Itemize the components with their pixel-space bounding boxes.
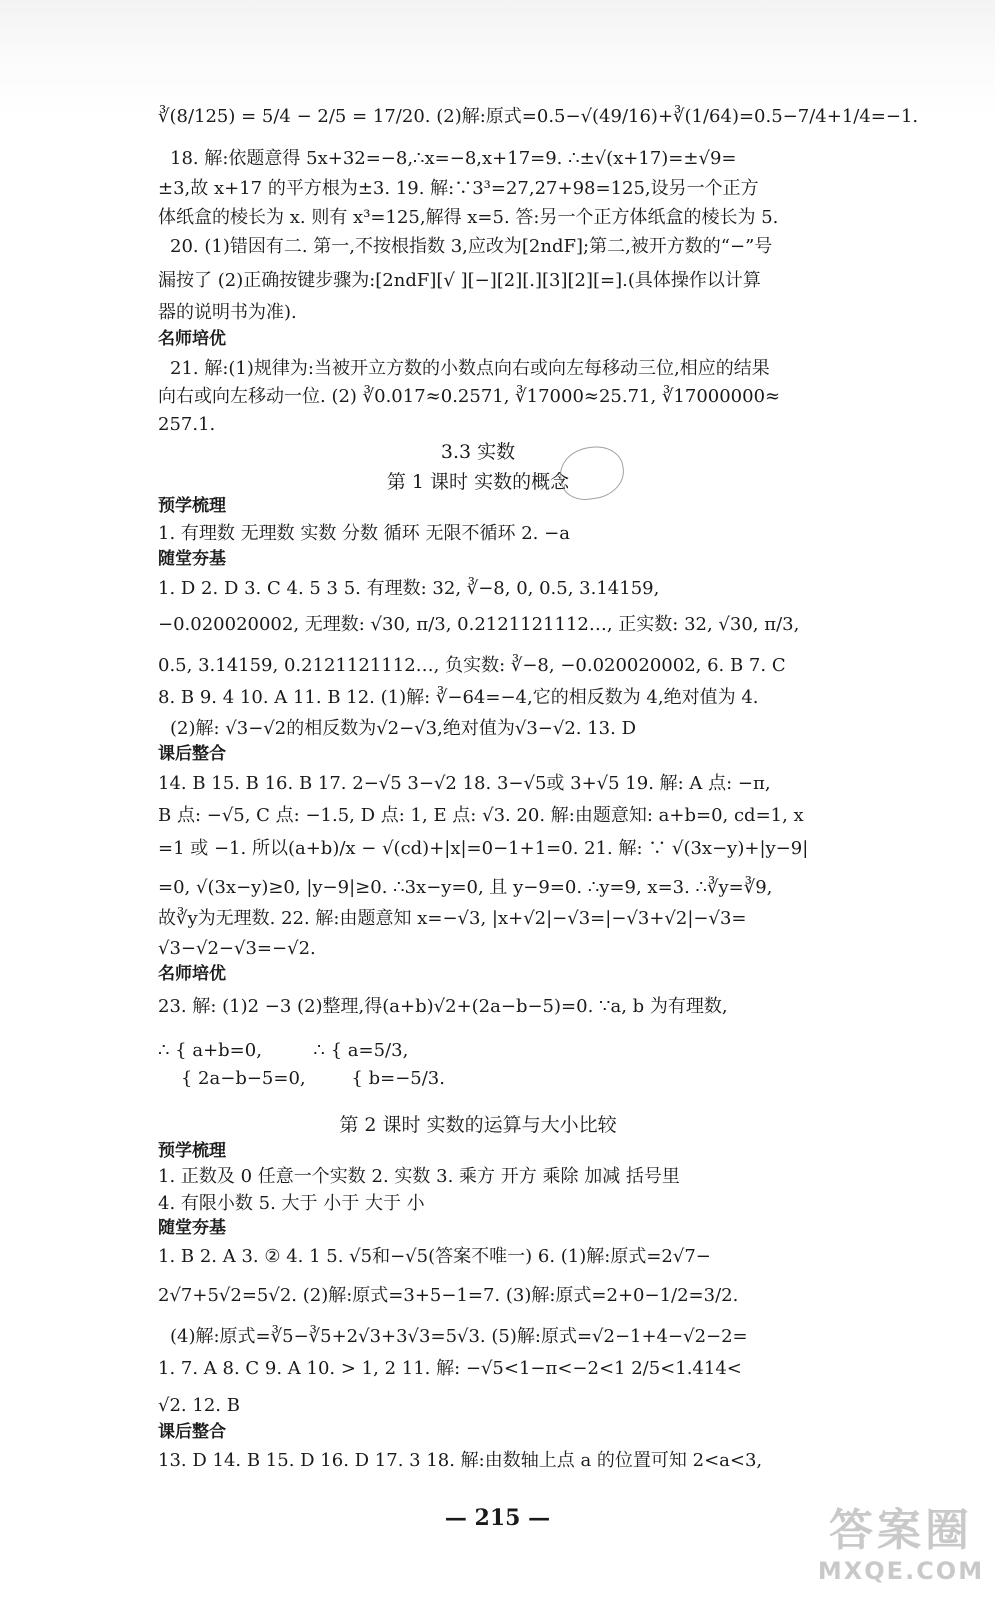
- text-line: =0, √(3x−y)≥0, |y−9|≥0. ∴3x−y=0, 且 y−9=0. ∴y=9, x=3. ∴∛y=∛9,: [158, 877, 773, 898]
- text-line: 13. D 14. B 15. D 16. D 17. 3 18. 解:由数轴上点 a 的位置可知 2<a<3,: [158, 1450, 763, 1471]
- text-line: 4. 有限小数 5. 大于 小于 大于 小: [158, 1193, 425, 1214]
- text-line: 1. 正数及 0 任意一个实数 2. 实数 3. 乘方 开方 乘除 加减 括号里: [158, 1166, 680, 1187]
- text-line: −0.020020002, 无理数: √30, π/3, 0.2121121112…, 正实数: 32, √30, π/3,: [158, 614, 800, 635]
- text-line: 21. 解:(1)规律为:当被开立方数的小数点向右或向左每移动三位,相应的结果: [170, 358, 770, 379]
- text-line: =1 或 −1. 所以(a+b)/x − √(cd)+|x|=0−1+1=0. 21. 解: ∵ √(3x−y)+|y−9|: [158, 838, 809, 859]
- text-line: √3−√2−√3=−√2.: [158, 938, 316, 959]
- section-heading: 名师培优: [158, 964, 226, 984]
- section-heading: 课后整合: [158, 744, 226, 764]
- text-line: 23. 解: (1)2 −3 (2)整理,得(a+b)√2+(2a−b−5)=0. ∵a, b 为有理数,: [158, 996, 728, 1017]
- text-line: 1. B 2. A 3. ② 4. 1 5. √5和−√5(答案不唯一) 6. (1)解:原式=2√7−: [158, 1246, 711, 1267]
- text-line: 18. 解:依题意得 5x+32=−8,∴x=−8,x+17=9. ∴±√(x+17)=±√9=: [170, 148, 737, 169]
- text-line: 1. 7. A 8. C 9. A 10. > 1, 2 11. 解: −√5<1−π<−2<1 2/5<1.414<: [158, 1358, 742, 1379]
- text-line: ∴ { a+b=0, ∴ { a=5/3,: [158, 1040, 409, 1061]
- text-line: 1. 有理数 无理数 实数 分数 循环 无限不循环 2. −a: [158, 523, 570, 544]
- text-line: (4)解:原式=∛5−∛5+2√3+3√3=5√3. (5)解:原式=√2−1+4−√2−2=: [170, 1326, 748, 1347]
- section-heading: 预学梳理: [158, 496, 226, 516]
- text-line: 2√7+5√2=5√2. (2)解:原式=3+5−1=7. (3)解:原式=2+0−1/2=3/2.: [158, 1285, 739, 1306]
- text-line: 1. D 2. D 3. C 4. 5 3 5. 有理数: 32, ∛−8, 0, 0.5, 3.14159,: [158, 578, 660, 599]
- text-line: 20. (1)错因有二. 第一,不按根指数 3,应改为[2ndF];第二,被开方数的“−”号: [170, 236, 773, 257]
- text-line: √2. 12. B: [158, 1395, 240, 1416]
- text-line: 8. B 9. 4 10. A 11. B 12. (1)解: ∛−64=−4,它的相反数为 4,绝对值为 4.: [158, 687, 759, 708]
- page-number: — 215 —: [444, 1505, 551, 1531]
- text-line: 14. B 15. B 16. B 17. 2−√5 3−√2 18. 3−√5或 3+√5 19. 解: A 点: −π,: [158, 773, 771, 794]
- text-line: 故∛y为无理数. 22. 解:由题意知 x=−√3, |x+√2|−√3=|−√3+√2|−√3=: [158, 908, 747, 929]
- section-heading: 随堂夯基: [158, 549, 226, 569]
- section-heading: 随堂夯基: [158, 1218, 226, 1238]
- text-line: { 2a−b−5=0, { b=−5/3.: [158, 1068, 445, 1089]
- watermark-text: 答案圈: [829, 1505, 973, 1556]
- watermark-domain: MXQE.COM: [817, 1557, 985, 1585]
- text-line: 向右或向左移动一位. (2) ∛0.017≈0.2571, ∛17000≈25.71, ∛17000000≈: [158, 386, 781, 407]
- text-line: ±3,故 x+17 的平方根为±3. 19. 解:∵3³=27,27+98=125,设另一个正方: [158, 178, 759, 199]
- text-line: ∛(8/125) = 5/4 − 2/5 = 17/20. (2)解:原式=0.5−√(49/16)+∛(1/64)=0.5−7/4+1/4=−1.: [158, 106, 919, 127]
- text-line: 0.5, 3.14159, 0.2121121112…, 负实数: ∛−8, −0.020020002, 6. B 7. C: [158, 655, 786, 676]
- text-line: 器的说明书为准).: [158, 302, 297, 323]
- section-heading: 预学梳理: [158, 1141, 226, 1161]
- text-line: 体纸盒的棱长为 x. 则有 x³=125,解得 x=5. 答:另一个正方体纸盒的棱长为 5.: [158, 207, 779, 228]
- lesson-title: 第 1 课时 实数的概念: [386, 471, 570, 493]
- section-heading: 名师培优: [158, 329, 226, 349]
- text-line: 漏按了 (2)正确按键步骤为:[2ndF][√ ][−][2][.][3][2][=].(具体操作以计算: [158, 270, 761, 291]
- section-title: 3.3 实数: [440, 441, 516, 463]
- text-line: 257.1.: [158, 414, 216, 435]
- text-line: B 点: −√5, C 点: −1.5, D 点: 1, E 点: √3. 20. 解:由题意知: a+b=0, cd=1, x: [158, 805, 804, 826]
- watermark-logo: [815, 1506, 987, 1594]
- text-line: (2)解: √3−√2的相反数为√2−√3,绝对值为√3−√2. 13. D: [170, 718, 637, 739]
- lesson-title: 第 2 课时 实数的运算与大小比较: [339, 1114, 617, 1136]
- section-heading: 课后整合: [158, 1422, 226, 1442]
